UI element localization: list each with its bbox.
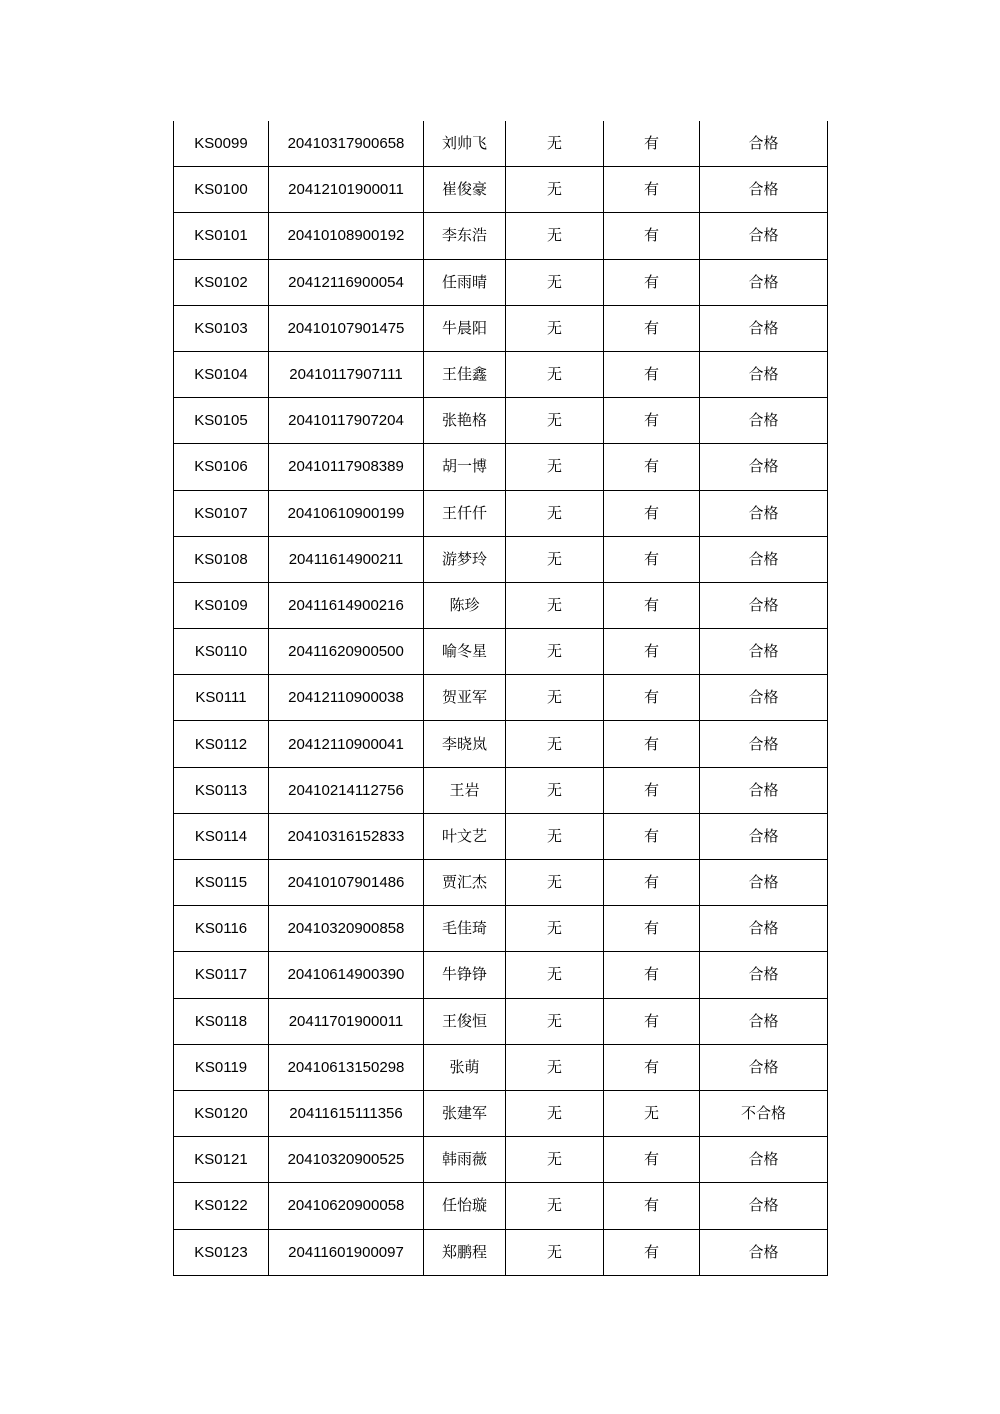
column-a-cell: 无 bbox=[506, 1044, 604, 1090]
registration-number-cell: 20410316152833 bbox=[269, 813, 424, 859]
table-row bbox=[174, 259, 828, 305]
candidate-id-cell: KS0103 bbox=[174, 305, 269, 351]
candidate-name-cell: 任怡璇 bbox=[424, 1183, 506, 1229]
candidate-name-cell: 毛佳琦 bbox=[424, 906, 506, 952]
registration-number-cell: 20411614900211 bbox=[269, 536, 424, 582]
candidate-id-cell: KS0102 bbox=[174, 259, 269, 305]
result-cell: 合格 bbox=[700, 305, 828, 351]
column-b-cell: 有 bbox=[604, 675, 700, 721]
registration-number-cell: 20411615111356 bbox=[269, 1090, 424, 1136]
table-row bbox=[174, 675, 828, 721]
column-a-cell: 无 bbox=[506, 582, 604, 628]
column-b-cell: 有 bbox=[604, 629, 700, 675]
registration-number-cell: 20411614900216 bbox=[269, 582, 424, 628]
registration-number-cell: 20410117907111 bbox=[269, 351, 424, 397]
registration-number-cell: 20410107901475 bbox=[269, 305, 424, 351]
candidate-name-cell: 张艳格 bbox=[424, 398, 506, 444]
column-b-cell: 有 bbox=[604, 490, 700, 536]
registration-number-cell: 20411620900500 bbox=[269, 629, 424, 675]
candidate-id-cell: KS0113 bbox=[174, 767, 269, 813]
column-a-cell: 无 bbox=[506, 305, 604, 351]
results-table bbox=[173, 121, 828, 1276]
candidate-id-cell: KS0100 bbox=[174, 167, 269, 213]
registration-number-cell: 20410117907204 bbox=[269, 398, 424, 444]
candidate-name-cell: 王俊恒 bbox=[424, 998, 506, 1044]
result-cell: 合格 bbox=[700, 906, 828, 952]
column-a-cell: 无 bbox=[506, 721, 604, 767]
candidate-id-cell: KS0099 bbox=[174, 121, 269, 167]
result-cell: 合格 bbox=[700, 444, 828, 490]
result-cell: 合格 bbox=[700, 629, 828, 675]
candidate-id-cell: KS0123 bbox=[174, 1229, 269, 1275]
result-cell: 合格 bbox=[700, 1044, 828, 1090]
registration-number-cell: 20411701900011 bbox=[269, 998, 424, 1044]
result-cell: 不合格 bbox=[700, 1090, 828, 1136]
candidate-id-cell: KS0119 bbox=[174, 1044, 269, 1090]
result-cell: 合格 bbox=[700, 860, 828, 906]
column-a-cell: 无 bbox=[506, 813, 604, 859]
candidate-name-cell: 韩雨薇 bbox=[424, 1137, 506, 1183]
column-a-cell: 无 bbox=[506, 906, 604, 952]
candidate-name-cell: 胡一博 bbox=[424, 444, 506, 490]
column-b-cell: 有 bbox=[604, 1137, 700, 1183]
table-row bbox=[174, 629, 828, 675]
candidate-id-cell: KS0111 bbox=[174, 675, 269, 721]
candidate-id-cell: KS0116 bbox=[174, 906, 269, 952]
column-b-cell: 有 bbox=[604, 398, 700, 444]
candidate-id-cell: KS0114 bbox=[174, 813, 269, 859]
table-row bbox=[174, 813, 828, 859]
registration-number-cell: 20410320900858 bbox=[269, 906, 424, 952]
column-a-cell: 无 bbox=[506, 444, 604, 490]
column-b-cell: 有 bbox=[604, 167, 700, 213]
result-cell: 合格 bbox=[700, 259, 828, 305]
registration-number-cell: 20410620900058 bbox=[269, 1183, 424, 1229]
column-a-cell: 无 bbox=[506, 536, 604, 582]
registration-number-cell: 20412110900041 bbox=[269, 721, 424, 767]
candidate-id-cell: KS0115 bbox=[174, 860, 269, 906]
result-cell: 合格 bbox=[700, 351, 828, 397]
column-a-cell: 无 bbox=[506, 860, 604, 906]
candidate-id-cell: KS0122 bbox=[174, 1183, 269, 1229]
candidate-id-cell: KS0110 bbox=[174, 629, 269, 675]
result-cell: 合格 bbox=[700, 536, 828, 582]
column-b-cell: 有 bbox=[604, 351, 700, 397]
candidate-id-cell: KS0104 bbox=[174, 351, 269, 397]
column-b-cell: 有 bbox=[604, 767, 700, 813]
result-cell: 合格 bbox=[700, 675, 828, 721]
column-b-cell: 有 bbox=[604, 906, 700, 952]
table-row bbox=[174, 444, 828, 490]
column-b-cell: 有 bbox=[604, 1183, 700, 1229]
registration-number-cell: 20410214112756 bbox=[269, 767, 424, 813]
candidate-id-cell: KS0109 bbox=[174, 582, 269, 628]
registration-number-cell: 20410610900199 bbox=[269, 490, 424, 536]
column-a-cell: 无 bbox=[506, 121, 604, 167]
result-cell: 合格 bbox=[700, 998, 828, 1044]
column-a-cell: 无 bbox=[506, 1090, 604, 1136]
candidate-name-cell: 牛铮铮 bbox=[424, 952, 506, 998]
candidate-name-cell: 喻冬星 bbox=[424, 629, 506, 675]
table-row bbox=[174, 1090, 828, 1136]
column-b-cell: 有 bbox=[604, 860, 700, 906]
column-a-cell: 无 bbox=[506, 767, 604, 813]
candidate-name-cell: 牛晨阳 bbox=[424, 305, 506, 351]
column-b-cell: 无 bbox=[604, 1090, 700, 1136]
registration-number-cell: 20410614900390 bbox=[269, 952, 424, 998]
registration-number-cell: 20410320900525 bbox=[269, 1137, 424, 1183]
table-row bbox=[174, 305, 828, 351]
table-row bbox=[174, 721, 828, 767]
registration-number-cell: 20412110900038 bbox=[269, 675, 424, 721]
candidate-id-cell: KS0105 bbox=[174, 398, 269, 444]
candidate-name-cell: 王仟仟 bbox=[424, 490, 506, 536]
candidate-id-cell: KS0108 bbox=[174, 536, 269, 582]
table-row bbox=[174, 860, 828, 906]
table-row bbox=[174, 906, 828, 952]
column-b-cell: 有 bbox=[604, 721, 700, 767]
column-a-cell: 无 bbox=[506, 398, 604, 444]
column-a-cell: 无 bbox=[506, 998, 604, 1044]
column-a-cell: 无 bbox=[506, 351, 604, 397]
result-cell: 合格 bbox=[700, 721, 828, 767]
registration-number-cell: 20412116900054 bbox=[269, 259, 424, 305]
column-a-cell: 无 bbox=[506, 490, 604, 536]
registration-number-cell: 20411601900097 bbox=[269, 1229, 424, 1275]
candidate-id-cell: KS0120 bbox=[174, 1090, 269, 1136]
table-row bbox=[174, 1044, 828, 1090]
candidate-id-cell: KS0121 bbox=[174, 1137, 269, 1183]
column-a-cell: 无 bbox=[506, 952, 604, 998]
candidate-id-cell: KS0118 bbox=[174, 998, 269, 1044]
table-row bbox=[174, 952, 828, 998]
column-a-cell: 无 bbox=[506, 167, 604, 213]
result-cell: 合格 bbox=[700, 813, 828, 859]
table-row bbox=[174, 998, 828, 1044]
column-b-cell: 有 bbox=[604, 121, 700, 167]
column-a-cell: 无 bbox=[506, 1137, 604, 1183]
table-row bbox=[174, 1183, 828, 1229]
column-a-cell: 无 bbox=[506, 1229, 604, 1275]
registration-number-cell: 20410108900192 bbox=[269, 213, 424, 259]
column-a-cell: 无 bbox=[506, 629, 604, 675]
column-b-cell: 有 bbox=[604, 813, 700, 859]
table-row bbox=[174, 582, 828, 628]
result-cell: 合格 bbox=[700, 1137, 828, 1183]
table-row bbox=[174, 213, 828, 259]
column-b-cell: 有 bbox=[604, 1229, 700, 1275]
candidate-name-cell: 王佳鑫 bbox=[424, 351, 506, 397]
result-cell: 合格 bbox=[700, 582, 828, 628]
candidate-id-cell: KS0106 bbox=[174, 444, 269, 490]
registration-number-cell: 20410317900658 bbox=[269, 121, 424, 167]
candidate-name-cell: 王岩 bbox=[424, 767, 506, 813]
table-row bbox=[174, 1229, 828, 1275]
candidate-name-cell: 崔俊豪 bbox=[424, 167, 506, 213]
column-b-cell: 有 bbox=[604, 305, 700, 351]
result-cell: 合格 bbox=[700, 167, 828, 213]
result-cell: 合格 bbox=[700, 490, 828, 536]
candidate-name-cell: 游梦玲 bbox=[424, 536, 506, 582]
column-b-cell: 有 bbox=[604, 444, 700, 490]
candidate-name-cell: 张萌 bbox=[424, 1044, 506, 1090]
table-row bbox=[174, 351, 828, 397]
column-b-cell: 有 bbox=[604, 998, 700, 1044]
column-b-cell: 有 bbox=[604, 1044, 700, 1090]
table-row bbox=[174, 121, 828, 167]
candidate-name-cell: 陈珍 bbox=[424, 582, 506, 628]
registration-number-cell: 20410107901486 bbox=[269, 860, 424, 906]
column-a-cell: 无 bbox=[506, 1183, 604, 1229]
candidate-id-cell: KS0107 bbox=[174, 490, 269, 536]
candidate-id-cell: KS0117 bbox=[174, 952, 269, 998]
column-b-cell: 有 bbox=[604, 952, 700, 998]
column-b-cell: 有 bbox=[604, 213, 700, 259]
candidate-name-cell: 李东浩 bbox=[424, 213, 506, 259]
result-cell: 合格 bbox=[700, 767, 828, 813]
registration-number-cell: 20412101900011 bbox=[269, 167, 424, 213]
registration-number-cell: 20410613150298 bbox=[269, 1044, 424, 1090]
candidate-name-cell: 李晓岚 bbox=[424, 721, 506, 767]
result-cell: 合格 bbox=[700, 121, 828, 167]
candidate-name-cell: 贾汇杰 bbox=[424, 860, 506, 906]
table-row bbox=[174, 767, 828, 813]
result-cell: 合格 bbox=[700, 1229, 828, 1275]
result-cell: 合格 bbox=[700, 952, 828, 998]
candidate-id-cell: KS0101 bbox=[174, 213, 269, 259]
column-b-cell: 有 bbox=[604, 259, 700, 305]
candidate-name-cell: 叶文艺 bbox=[424, 813, 506, 859]
result-cell: 合格 bbox=[700, 398, 828, 444]
candidate-name-cell: 郑鹏程 bbox=[424, 1229, 506, 1275]
registration-number-cell: 20410117908389 bbox=[269, 444, 424, 490]
results-table-body bbox=[174, 121, 828, 1275]
candidate-name-cell: 张建军 bbox=[424, 1090, 506, 1136]
column-a-cell: 无 bbox=[506, 259, 604, 305]
table-row bbox=[174, 1137, 828, 1183]
table-row bbox=[174, 490, 828, 536]
table-row bbox=[174, 398, 828, 444]
column-b-cell: 有 bbox=[604, 536, 700, 582]
column-a-cell: 无 bbox=[506, 213, 604, 259]
column-b-cell: 有 bbox=[604, 582, 700, 628]
table-row bbox=[174, 167, 828, 213]
candidate-name-cell: 贺亚军 bbox=[424, 675, 506, 721]
candidate-name-cell: 任雨晴 bbox=[424, 259, 506, 305]
result-cell: 合格 bbox=[700, 1183, 828, 1229]
table-row bbox=[174, 536, 828, 582]
candidate-name-cell: 刘帅飞 bbox=[424, 121, 506, 167]
result-cell: 合格 bbox=[700, 213, 828, 259]
column-a-cell: 无 bbox=[506, 675, 604, 721]
candidate-id-cell: KS0112 bbox=[174, 721, 269, 767]
